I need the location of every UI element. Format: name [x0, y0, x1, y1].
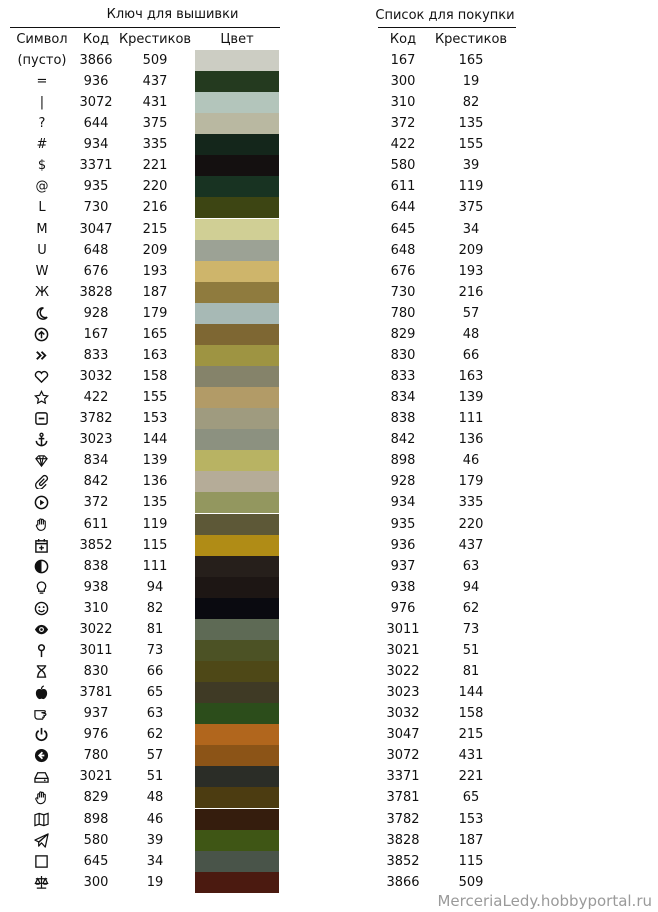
- color-swatch: [195, 535, 279, 556]
- heart-icon: [34, 369, 49, 384]
- count-cell: 437: [142, 74, 168, 90]
- count-cell: 115: [142, 537, 168, 553]
- key-table-title: Ключ для вышивки: [106, 7, 239, 22]
- shopping-code-cell: 422: [390, 137, 416, 153]
- table-row: [0, 598, 658, 619]
- color-swatch: [195, 71, 279, 92]
- shopping-code-cell: 842: [390, 432, 416, 448]
- color-swatch: [195, 703, 279, 724]
- table-row: [0, 387, 658, 408]
- count-cell: 215: [142, 221, 168, 237]
- color-swatch: [195, 197, 279, 218]
- code-cell: 730: [83, 200, 109, 216]
- star-icon: [34, 390, 49, 405]
- count-cell: 111: [142, 558, 168, 574]
- shopping-code-cell: 936: [390, 537, 416, 553]
- shopping-code-cell: 3852: [386, 853, 420, 869]
- code-cell: 3371: [79, 158, 113, 174]
- code-cell: 934: [83, 137, 109, 153]
- count-cell: 375: [142, 116, 168, 132]
- shopping-code-cell: 3021: [386, 642, 420, 658]
- code-cell: 928: [83, 305, 109, 321]
- color-swatch: [195, 366, 279, 387]
- paperclip-icon: [34, 474, 49, 489]
- shopping-code-cell: 928: [390, 474, 416, 490]
- shopping-code-cell: 833: [390, 369, 416, 385]
- shopping-code-cell: 3032: [386, 706, 420, 722]
- code-cell: 898: [83, 811, 109, 827]
- table-row: [0, 830, 658, 851]
- shopping-count-cell: 144: [458, 685, 484, 701]
- shopping-count-cell: 51: [462, 642, 480, 658]
- hourglass-icon: [34, 664, 49, 679]
- power-icon: [34, 727, 49, 742]
- apple-icon: [34, 685, 49, 700]
- shopping-count-cell: 193: [458, 263, 484, 279]
- diamond-icon: [34, 453, 49, 468]
- shopping-count-cell: 39: [462, 158, 480, 174]
- count-cell: 94: [146, 579, 164, 595]
- count-cell: 153: [142, 411, 168, 427]
- shopping-count-cell: 155: [458, 137, 484, 153]
- table-row: [0, 766, 658, 787]
- code-cell: 937: [83, 706, 109, 722]
- lightbulb-icon: [34, 580, 49, 595]
- shopping-code-cell: 976: [390, 600, 416, 616]
- shopping-code-cell: 3781: [386, 790, 420, 806]
- table-row: [0, 682, 658, 703]
- count-cell: 158: [142, 369, 168, 385]
- map-pin-icon: [34, 643, 49, 658]
- count-cell: 51: [146, 769, 164, 785]
- code-cell: 644: [83, 116, 109, 132]
- count-cell: 82: [146, 600, 164, 616]
- table-row: [0, 577, 658, 598]
- count-cell: 65: [146, 685, 164, 701]
- count-cell: 119: [142, 516, 168, 532]
- count-cell: 139: [142, 453, 168, 469]
- shopping-code-cell: 645: [390, 221, 416, 237]
- color-swatch: [195, 282, 279, 303]
- code-cell: 372: [83, 495, 109, 511]
- color-swatch: [195, 830, 279, 851]
- shopping-count-cell: 82: [462, 95, 480, 111]
- shopping-count-cell: 46: [462, 453, 480, 469]
- header-count: Крестиков: [118, 32, 192, 47]
- symbol-cell: (пусто): [17, 53, 67, 68]
- shopping-code-cell: 834: [390, 390, 416, 406]
- table-row: [0, 71, 658, 92]
- play-circle-icon: [34, 495, 49, 510]
- count-cell: 209: [142, 242, 168, 258]
- color-swatch: [195, 556, 279, 577]
- shopping-count-cell: 111: [458, 411, 484, 427]
- shopping-header-count: Крестиков: [434, 32, 508, 47]
- code-cell: 422: [83, 390, 109, 406]
- shopping-count-cell: 65: [462, 790, 480, 806]
- shopping-count-cell: 187: [458, 832, 484, 848]
- table-row: [0, 809, 658, 830]
- table-row: [0, 724, 658, 745]
- square-icon: [34, 854, 49, 869]
- shopping-count-cell: 135: [458, 116, 484, 132]
- symbol-cell: W: [35, 263, 49, 279]
- table-row: [0, 240, 658, 261]
- shopping-count-cell: 66: [462, 347, 480, 363]
- code-cell: 676: [83, 263, 109, 279]
- table-row: [0, 471, 658, 492]
- count-cell: 46: [146, 811, 164, 827]
- shopping-count-cell: 73: [462, 621, 480, 637]
- color-swatch: [195, 872, 279, 893]
- symbol-cell: M: [36, 221, 48, 237]
- shopping-code-cell: 310: [390, 95, 416, 111]
- color-swatch: [195, 514, 279, 535]
- table-row: [0, 50, 658, 71]
- shopping-count-cell: 48: [462, 326, 480, 342]
- symbol-cell: =: [36, 74, 48, 90]
- minus-square-icon: [34, 411, 49, 426]
- table-row: [0, 282, 658, 303]
- symbol-cell: Ж: [34, 284, 49, 300]
- color-swatch: [195, 577, 279, 598]
- code-cell: 3023: [79, 432, 113, 448]
- shopping-code-cell: 898: [390, 453, 416, 469]
- count-cell: 187: [142, 284, 168, 300]
- table-row: [0, 92, 658, 113]
- count-cell: 509: [142, 53, 168, 68]
- code-cell: 834: [83, 453, 109, 469]
- code-cell: 829: [83, 790, 109, 806]
- count-cell: 48: [146, 790, 164, 806]
- color-swatch: [195, 429, 279, 450]
- color-swatch: [195, 113, 279, 134]
- color-swatch: [195, 766, 279, 787]
- key-table-title-underline: [10, 27, 280, 28]
- table-row: [0, 872, 658, 893]
- count-cell: 193: [142, 263, 168, 279]
- table-row: [0, 661, 658, 682]
- color-swatch: [195, 661, 279, 682]
- shopping-count-cell: 19: [462, 74, 480, 90]
- shopping-code-cell: 829: [390, 326, 416, 342]
- header-color: Цвет: [220, 32, 254, 47]
- table-row: [0, 324, 658, 345]
- color-swatch: [195, 155, 279, 176]
- code-cell: 838: [83, 558, 109, 574]
- header-code: Код: [82, 32, 110, 47]
- table-row: [0, 408, 658, 429]
- table-row: [0, 134, 658, 155]
- color-swatch: [195, 745, 279, 766]
- shopping-code-cell: 780: [390, 305, 416, 321]
- count-cell: 335: [142, 137, 168, 153]
- count-cell: 216: [142, 200, 168, 216]
- table-row: [0, 219, 658, 240]
- shopping-code-cell: 3023: [386, 685, 420, 701]
- shopping-code-cell: 838: [390, 411, 416, 427]
- count-cell: 220: [142, 179, 168, 195]
- half-circle-icon: [34, 559, 49, 574]
- count-cell: 165: [142, 326, 168, 342]
- anchor-icon: [34, 432, 49, 447]
- color-swatch: [195, 92, 279, 113]
- shopping-count-cell: 62: [462, 600, 480, 616]
- code-cell: 580: [83, 832, 109, 848]
- paper-plane-icon: [34, 833, 49, 848]
- shopping-code-cell: 648: [390, 242, 416, 258]
- table-row: [0, 303, 658, 324]
- color-swatch: [195, 450, 279, 471]
- code-cell: 936: [83, 74, 109, 90]
- smile-icon: [34, 601, 49, 616]
- code-cell: 830: [83, 664, 109, 680]
- shopping-code-cell: 676: [390, 263, 416, 279]
- code-cell: 3782: [79, 411, 113, 427]
- code-cell: 310: [83, 600, 109, 616]
- color-swatch: [195, 303, 279, 324]
- symbol-cell: #: [36, 137, 48, 153]
- double-chevron-icon: [34, 348, 49, 363]
- color-swatch: [195, 682, 279, 703]
- code-cell: 3047: [79, 221, 113, 237]
- eye-icon: [34, 622, 49, 637]
- shopping-count-cell: 115: [458, 853, 484, 869]
- shopping-count-cell: 153: [458, 811, 484, 827]
- shopping-code-cell: 644: [390, 200, 416, 216]
- shopping-count-cell: 437: [458, 537, 484, 553]
- count-cell: 57: [146, 748, 164, 764]
- shopping-count-cell: 165: [458, 53, 484, 68]
- count-cell: 81: [146, 621, 164, 637]
- symbol-cell: L: [38, 200, 46, 216]
- count-cell: 66: [146, 664, 164, 680]
- shopping-count-cell: 136: [458, 432, 484, 448]
- table-row: [0, 851, 658, 872]
- balance-scale-icon: [34, 875, 49, 890]
- code-cell: 3072: [79, 95, 113, 111]
- pointing-hand-icon: [34, 706, 49, 721]
- shopping-count-cell: 158: [458, 706, 484, 722]
- shopping-count-cell: 179: [458, 474, 484, 490]
- shopping-header-code: Код: [389, 32, 417, 47]
- count-cell: 19: [146, 874, 164, 890]
- table-row: [0, 345, 658, 366]
- count-cell: 136: [142, 474, 168, 490]
- color-swatch: [195, 345, 279, 366]
- shopping-code-cell: 167: [390, 53, 416, 68]
- shopping-count-cell: 57: [462, 305, 480, 321]
- shopping-table-title: Список для покупки: [375, 8, 515, 23]
- symbol-cell: ?: [38, 116, 46, 132]
- color-swatch: [195, 598, 279, 619]
- table-row: [0, 113, 658, 134]
- shopping-code-cell: 934: [390, 495, 416, 511]
- shopping-count-cell: 220: [458, 516, 484, 532]
- color-swatch: [195, 261, 279, 282]
- shopping-count-cell: 163: [458, 369, 484, 385]
- shopping-count-cell: 335: [458, 495, 484, 511]
- shopping-count-cell: 63: [462, 558, 480, 574]
- code-cell: 842: [83, 474, 109, 490]
- shopping-code-cell: 3047: [386, 727, 420, 743]
- shopping-count-cell: 216: [458, 284, 484, 300]
- code-cell: 938: [83, 579, 109, 595]
- count-cell: 144: [142, 432, 168, 448]
- color-swatch: [195, 408, 279, 429]
- color-swatch: [195, 387, 279, 408]
- count-cell: 73: [146, 642, 164, 658]
- table-row: [0, 261, 658, 282]
- symbol-cell: @: [35, 179, 49, 195]
- circle-arrow-up-icon: [34, 327, 49, 342]
- count-cell: 155: [142, 390, 168, 406]
- symbol-cell: U: [37, 242, 47, 258]
- code-cell: 3828: [79, 284, 113, 300]
- table-row: [0, 703, 658, 724]
- circle-arrow-left-icon: [34, 748, 49, 763]
- shopping-count-cell: 81: [462, 664, 480, 680]
- code-cell: 648: [83, 242, 109, 258]
- table-row: [0, 197, 658, 218]
- table-row: [0, 787, 658, 808]
- shopping-count-cell: 215: [458, 727, 484, 743]
- count-cell: 221: [142, 158, 168, 174]
- code-cell: 976: [83, 727, 109, 743]
- table-row: [0, 155, 658, 176]
- code-cell: 3866: [79, 53, 113, 68]
- shopping-code-cell: 300: [390, 74, 416, 90]
- code-cell: 833: [83, 347, 109, 363]
- shopping-count-cell: 119: [458, 179, 484, 195]
- count-cell: 163: [142, 347, 168, 363]
- hand-paper-icon: [34, 790, 49, 805]
- shopping-code-cell: 3371: [386, 769, 420, 785]
- shopping-count-cell: 209: [458, 242, 484, 258]
- table-row: [0, 366, 658, 387]
- color-swatch: [195, 724, 279, 745]
- shopping-code-cell: 730: [390, 284, 416, 300]
- table-row: [0, 492, 658, 513]
- table-row: [0, 556, 658, 577]
- color-swatch: [195, 176, 279, 197]
- table-row: [0, 619, 658, 640]
- shopping-table-title-underline: [378, 27, 516, 28]
- color-swatch: [195, 787, 279, 808]
- shopping-code-cell: 830: [390, 347, 416, 363]
- shopping-count-cell: 375: [458, 200, 484, 216]
- count-cell: 431: [142, 95, 168, 111]
- shopping-code-cell: 580: [390, 158, 416, 174]
- table-row: [0, 745, 658, 766]
- map-icon: [34, 812, 49, 827]
- shopping-code-cell: 3828: [386, 832, 420, 848]
- code-cell: 300: [83, 874, 109, 890]
- shopping-code-cell: 3022: [386, 664, 420, 680]
- shopping-count-cell: 94: [462, 579, 480, 595]
- shopping-count-cell: 221: [458, 769, 484, 785]
- count-cell: 179: [142, 305, 168, 321]
- hand-icon: [34, 517, 49, 532]
- color-swatch: [195, 851, 279, 872]
- color-swatch: [195, 219, 279, 240]
- symbol-cell: |: [39, 95, 45, 111]
- table-row: [0, 640, 658, 661]
- color-swatch: [195, 50, 279, 71]
- code-cell: 3852: [79, 537, 113, 553]
- count-cell: 39: [146, 832, 164, 848]
- code-cell: 3781: [79, 685, 113, 701]
- color-swatch: [195, 492, 279, 513]
- shopping-code-cell: 937: [390, 558, 416, 574]
- watermark: MerceriaLedy.hobbyportal.ru: [437, 892, 652, 910]
- shopping-code-cell: 372: [390, 116, 416, 132]
- shopping-code-cell: 935: [390, 516, 416, 532]
- calendar-plus-icon: [34, 538, 49, 553]
- code-cell: 780: [83, 748, 109, 764]
- code-cell: 3011: [79, 642, 113, 658]
- shopping-code-cell: 3782: [386, 811, 420, 827]
- count-cell: 62: [146, 727, 164, 743]
- code-cell: 3022: [79, 621, 113, 637]
- header-symbol: Символ: [16, 32, 68, 47]
- shopping-code-cell: 611: [390, 179, 416, 195]
- count-cell: 63: [146, 706, 164, 722]
- table-row: [0, 176, 658, 197]
- shopping-count-cell: 431: [458, 748, 484, 764]
- shopping-count-cell: 139: [458, 390, 484, 406]
- code-cell: 3032: [79, 369, 113, 385]
- count-cell: 135: [142, 495, 168, 511]
- table-row: [0, 450, 658, 471]
- code-cell: 611: [83, 516, 109, 532]
- color-swatch: [195, 640, 279, 661]
- hdd-icon: [34, 769, 49, 784]
- table-row: [0, 535, 658, 556]
- shopping-code-cell: 938: [390, 579, 416, 595]
- shopping-code-cell: 3072: [386, 748, 420, 764]
- shopping-code-cell: 3011: [386, 621, 420, 637]
- color-swatch: [195, 471, 279, 492]
- shopping-count-cell: 34: [462, 221, 480, 237]
- color-swatch: [195, 809, 279, 830]
- color-swatch: [195, 240, 279, 261]
- color-swatch: [195, 619, 279, 640]
- color-swatch: [195, 324, 279, 345]
- code-cell: 645: [83, 853, 109, 869]
- code-cell: 167: [83, 326, 109, 342]
- moon-icon: [34, 306, 49, 321]
- symbol-cell: $: [37, 158, 47, 174]
- color-swatch: [195, 134, 279, 155]
- code-cell: 935: [83, 179, 109, 195]
- table-row: [0, 429, 658, 450]
- shopping-count-cell: 509: [458, 874, 484, 890]
- count-cell: 34: [146, 853, 164, 869]
- table-row: [0, 514, 658, 535]
- shopping-code-cell: 3866: [386, 874, 420, 890]
- code-cell: 3021: [79, 769, 113, 785]
